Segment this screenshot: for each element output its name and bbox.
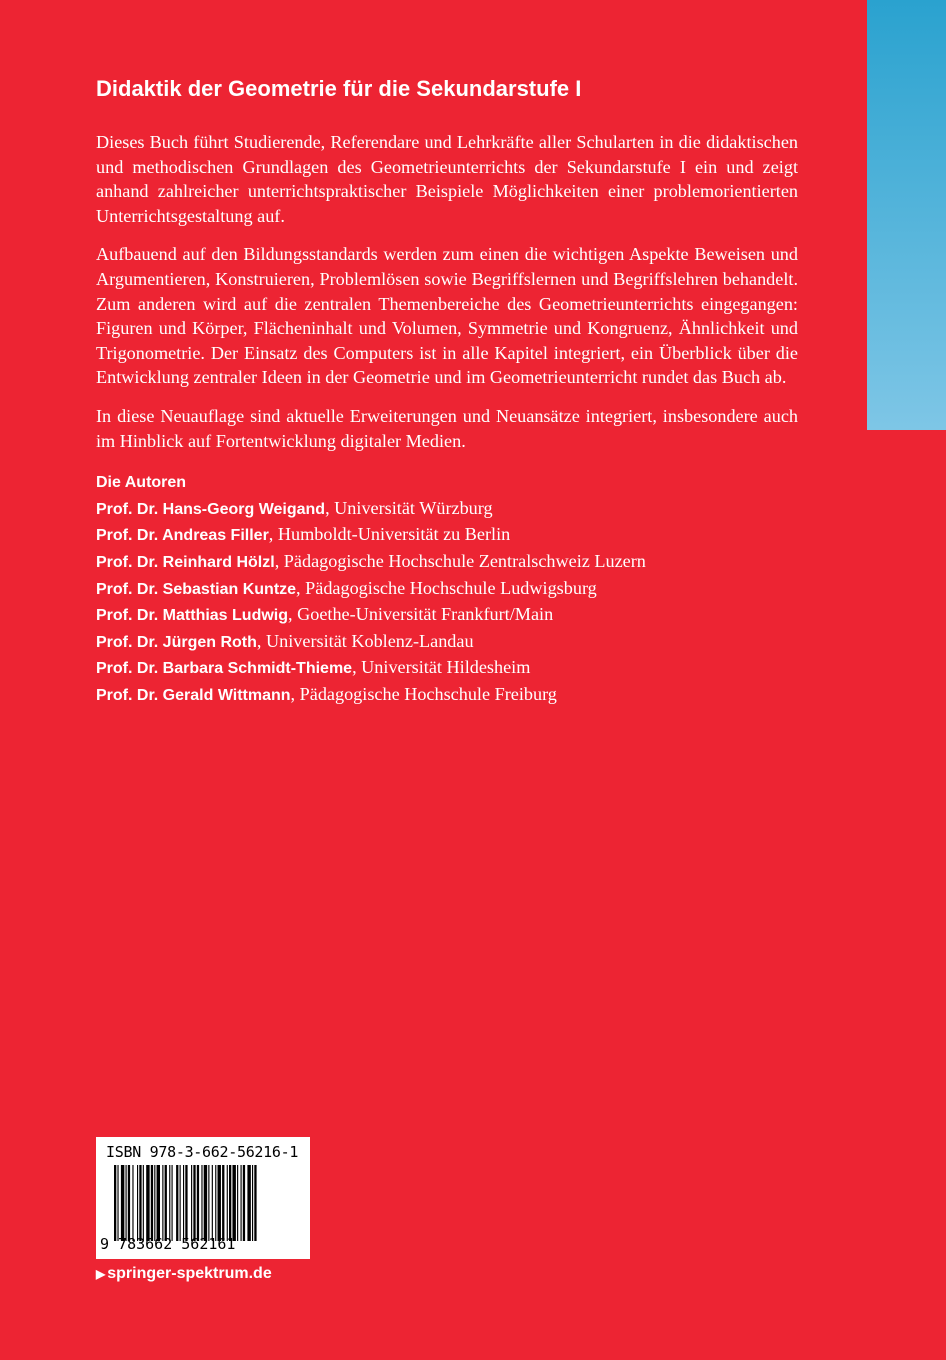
author-affiliation: , Universität Hildesheim: [352, 657, 531, 678]
blue-side-tab: [867, 0, 946, 430]
author-item: [96, 682, 798, 709]
book-title: Didaktik der Geometrie für die Sekundarstufe I: [96, 76, 582, 101]
author-item: [96, 496, 798, 523]
isbn-text: ISBN 978-3-662-56216-1: [106, 1143, 299, 1161]
barcode-bars: [114, 1165, 300, 1241]
author-item: [96, 576, 798, 603]
website-label: springer-spektrum.de: [107, 1265, 272, 1282]
back-cover-content: [96, 74, 798, 708]
author-name: Prof. Dr. Matthias Ludwig: [96, 607, 289, 625]
author-affiliation: , Pädagogische Hochschule Zentralschweiz Luzern: [274, 550, 646, 571]
author-item: [96, 549, 798, 576]
author-name: Prof. Dr. Reinhard Hölzl: [96, 553, 275, 571]
author-name: Prof. Dr. Andreas Filler: [96, 527, 269, 545]
author-affiliation: , Pädagogische Hochschule Freiburg: [290, 683, 557, 704]
author-affiliation: , Universität Würzburg: [325, 497, 493, 518]
author-name: Prof. Dr. Hans-Georg Weigand: [96, 500, 326, 518]
author-item: [96, 522, 798, 549]
author-item: [96, 629, 798, 656]
author-affiliation: , Goethe-Universität Frankfurt/Main: [288, 604, 554, 625]
arrow-right-icon: ▶: [96, 1267, 106, 1281]
author-affiliation: , Humboldt-Universität zu Berlin: [268, 524, 511, 545]
description-paragraph-2: Aufbauend auf den Bildungsstandards werden zum einen die wichtigen Aspekte Beweisen und Argumentieren, Konstruieren, Problemlösen sowie Begriffslernen und Begriffslehren behandelt. Zum anderen wird auf die zentralen Themenbereiche des Geometrieunterrichts eingegangen: Figuren und Körper, Flächeninhalt und Volumen, Symmetrie und Kongruenz, Ähnlichkeit und Trigonometrie. Der Einsatz des Computers ist in alle Kapitel integriert, ein Überblick über die Entwicklung zentraler Ideen in der Geometrie und im Geometrieunterricht rundet das Buch ab.: [96, 244, 798, 388]
author-name: Prof. Dr. Gerald Wittmann: [96, 686, 291, 704]
isbn-barcode: [96, 1137, 310, 1259]
author-item: [96, 602, 798, 629]
description-paragraph-3: In diese Neuauflage sind aktuelle Erweiterungen und Neuansätze integriert, insbesondere auch im Hinblick auf Fortentwicklung digitaler Medien.: [96, 405, 798, 451]
author-affiliation: , Pädagogische Hochschule Ludwigsburg: [296, 577, 597, 598]
publisher-website[interactable]: [96, 1265, 272, 1283]
description-paragraph-1: Dieses Buch führt Studierende, Referendare und Lehrkräfte aller Schularten in die didaktischen und methodischen Grundlagen des Geometrieunterrichts der Sekundarstufe I ein und zeigt anhand zahlreicher unterrichtspraktischer Beispiele Möglichkeiten einer problemorientierten Unterrichtsgestaltung auf.: [96, 132, 798, 226]
author-name: Prof. Dr. Jürgen Roth: [96, 633, 257, 651]
authors-heading: Die Autoren: [96, 474, 187, 492]
author-name: Prof. Dr. Sebastian Kuntze: [96, 580, 297, 598]
authors-list: [96, 496, 798, 709]
author-item: [96, 655, 798, 682]
author-name: Prof. Dr. Barbara Schmidt-Thieme: [96, 660, 353, 678]
ean-digits: 9 783662 562161: [100, 1235, 236, 1253]
author-affiliation: , Universität Koblenz-Landau: [256, 630, 474, 651]
